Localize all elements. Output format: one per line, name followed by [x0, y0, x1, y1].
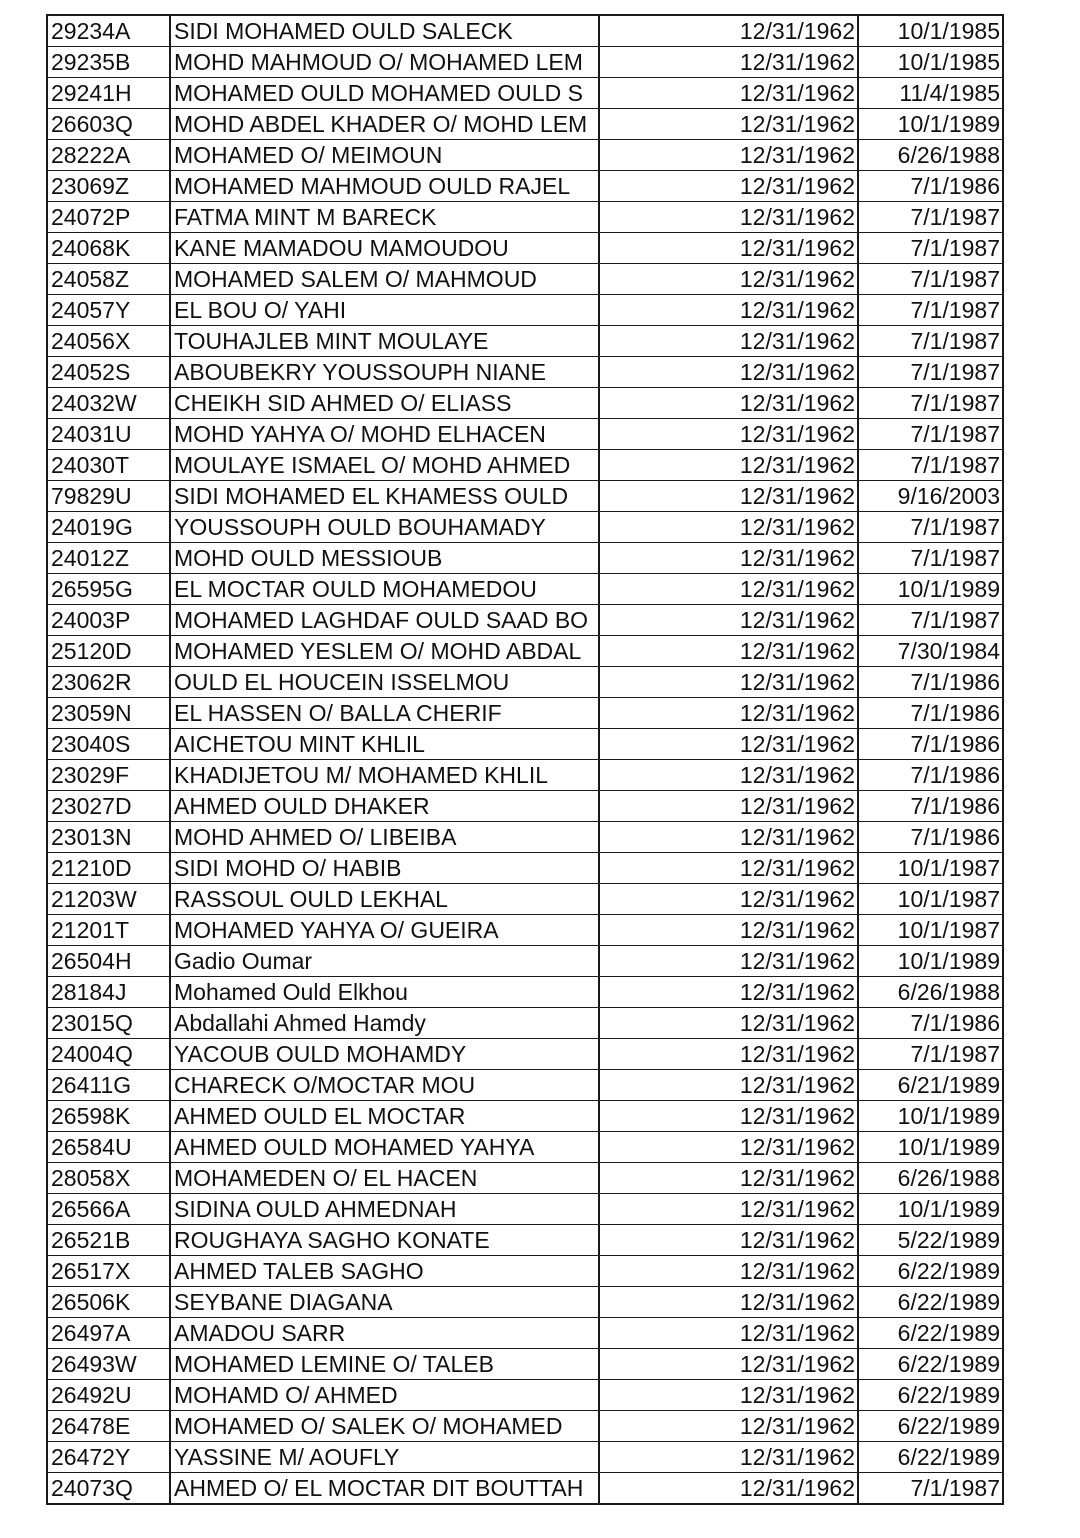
- table-row: [47, 1225, 1003, 1256]
- record-date2-cell: 6/22/1989: [858, 1256, 1003, 1287]
- record-name-cell: OULD EL HOUCEIN ISSELMOU: [170, 667, 599, 698]
- record-name-cell: AHMED OULD DHAKER: [170, 791, 599, 822]
- record-name-cell: MOHAMED YAHYA O/ GUEIRA: [170, 915, 599, 946]
- record-date1-cell: 12/31/1962: [599, 357, 858, 388]
- record-date2-cell: 10/1/1989: [858, 1101, 1003, 1132]
- record-id-cell: 79829U: [47, 481, 170, 512]
- record-date2-cell: 10/1/1985: [858, 15, 1003, 47]
- record-date2-cell: 7/1/1987: [858, 388, 1003, 419]
- record-id-cell: 23029F: [47, 760, 170, 791]
- record-date1-cell: 12/31/1962: [599, 853, 858, 884]
- record-date2-cell: 9/16/2003: [858, 481, 1003, 512]
- record-id-cell: 26492U: [47, 1380, 170, 1411]
- record-date2-cell: 7/1/1987: [858, 202, 1003, 233]
- record-name-cell: KANE MAMADOU MAMOUDOU: [170, 233, 599, 264]
- record-name-cell: EL BOU O/ YAHI: [170, 295, 599, 326]
- record-name-cell: AICHETOU MINT KHLIL: [170, 729, 599, 760]
- record-date1-cell: 12/31/1962: [599, 1256, 858, 1287]
- record-id-cell: 24073Q: [47, 1473, 170, 1505]
- record-id-cell: 29241H: [47, 78, 170, 109]
- record-id-cell: 24030T: [47, 450, 170, 481]
- record-name-cell: Abdallahi Ahmed Hamdy: [170, 1008, 599, 1039]
- record-date2-cell: 7/1/1986: [858, 1008, 1003, 1039]
- record-date2-cell: 10/1/1987: [858, 853, 1003, 884]
- record-date1-cell: 12/31/1962: [599, 605, 858, 636]
- table-row: [47, 1101, 1003, 1132]
- record-date1-cell: 12/31/1962: [599, 574, 858, 605]
- table-row: [47, 1256, 1003, 1287]
- record-date1-cell: 12/31/1962: [599, 791, 858, 822]
- record-date1-cell: 12/31/1962: [599, 946, 858, 977]
- record-id-cell: 24072P: [47, 202, 170, 233]
- record-date1-cell: 12/31/1962: [599, 171, 858, 202]
- record-date2-cell: 10/1/1989: [858, 574, 1003, 605]
- record-id-cell: 23040S: [47, 729, 170, 760]
- record-date1-cell: 12/31/1962: [599, 1473, 858, 1505]
- record-date1-cell: 12/31/1962: [599, 915, 858, 946]
- record-id-cell: 25120D: [47, 636, 170, 667]
- record-id-cell: 26411G: [47, 1070, 170, 1101]
- record-id-cell: 26506K: [47, 1287, 170, 1318]
- record-date2-cell: 7/1/1987: [858, 419, 1003, 450]
- record-date1-cell: 12/31/1962: [599, 1101, 858, 1132]
- table-row: [47, 698, 1003, 729]
- table-row: [47, 481, 1003, 512]
- table-row: [47, 15, 1003, 47]
- records-table-body: [47, 15, 1003, 1504]
- record-date1-cell: 12/31/1962: [599, 47, 858, 78]
- table-row: [47, 1132, 1003, 1163]
- record-date2-cell: 7/1/1986: [858, 667, 1003, 698]
- record-date1-cell: 12/31/1962: [599, 698, 858, 729]
- record-date1-cell: 12/31/1962: [599, 264, 858, 295]
- record-id-cell: 24003P: [47, 605, 170, 636]
- table-row: [47, 1380, 1003, 1411]
- record-name-cell: SEYBANE DIAGANA: [170, 1287, 599, 1318]
- record-name-cell: AHMED TALEB SAGHO: [170, 1256, 599, 1287]
- record-name-cell: ROUGHAYA SAGHO KONATE: [170, 1225, 599, 1256]
- record-date2-cell: 7/1/1987: [858, 264, 1003, 295]
- record-date2-cell: 7/1/1986: [858, 760, 1003, 791]
- record-date2-cell: 10/1/1985: [858, 47, 1003, 78]
- record-date2-cell: 10/1/1987: [858, 915, 1003, 946]
- record-id-cell: 23027D: [47, 791, 170, 822]
- record-date1-cell: 12/31/1962: [599, 1349, 858, 1380]
- record-id-cell: 24004Q: [47, 1039, 170, 1070]
- table-row: [47, 977, 1003, 1008]
- record-id-cell: 26504H: [47, 946, 170, 977]
- table-row: [47, 1163, 1003, 1194]
- record-date1-cell: 12/31/1962: [599, 543, 858, 574]
- record-date2-cell: 7/30/1984: [858, 636, 1003, 667]
- record-name-cell: SIDI MOHAMED OULD SALECK: [170, 15, 599, 47]
- record-date1-cell: 12/31/1962: [599, 1163, 858, 1194]
- record-id-cell: 29235B: [47, 47, 170, 78]
- record-name-cell: MOHAMD O/ AHMED: [170, 1380, 599, 1411]
- record-name-cell: Mohamed Ould Elkhou: [170, 977, 599, 1008]
- record-name-cell: EL HASSEN O/ BALLA CHERIF: [170, 698, 599, 729]
- record-id-cell: 24032W: [47, 388, 170, 419]
- record-date1-cell: 12/31/1962: [599, 1380, 858, 1411]
- record-name-cell: YASSINE M/ AOUFLY: [170, 1442, 599, 1473]
- record-date2-cell: 5/22/1989: [858, 1225, 1003, 1256]
- record-name-cell: AMADOU SARR: [170, 1318, 599, 1349]
- record-name-cell: SIDINA OULD AHMEDNAH: [170, 1194, 599, 1225]
- record-id-cell: 26493W: [47, 1349, 170, 1380]
- record-name-cell: MOHAMED MAHMOUD OULD RAJEL: [170, 171, 599, 202]
- record-date1-cell: 12/31/1962: [599, 512, 858, 543]
- record-date2-cell: 6/26/1988: [858, 977, 1003, 1008]
- table-row: [47, 1442, 1003, 1473]
- record-date1-cell: 12/31/1962: [599, 326, 858, 357]
- record-id-cell: 26584U: [47, 1132, 170, 1163]
- record-date1-cell: 12/31/1962: [599, 1070, 858, 1101]
- record-name-cell: SIDI MOHD O/ HABIB: [170, 853, 599, 884]
- record-name-cell: Gadio Oumar: [170, 946, 599, 977]
- record-name-cell: KHADIJETOU M/ MOHAMED KHLIL: [170, 760, 599, 791]
- record-date2-cell: 6/21/1989: [858, 1070, 1003, 1101]
- record-date1-cell: 12/31/1962: [599, 1039, 858, 1070]
- record-name-cell: RASSOUL OULD LEKHAL: [170, 884, 599, 915]
- table-row: [47, 202, 1003, 233]
- record-date2-cell: 7/1/1987: [858, 1473, 1003, 1505]
- record-date2-cell: 7/1/1987: [858, 1039, 1003, 1070]
- record-date1-cell: 12/31/1962: [599, 1008, 858, 1039]
- record-name-cell: MOHAMED O/ SALEK O/ MOHAMED: [170, 1411, 599, 1442]
- record-date1-cell: 12/31/1962: [599, 419, 858, 450]
- record-name-cell: SIDI MOHAMED EL KHAMESS OULD: [170, 481, 599, 512]
- record-date1-cell: 12/31/1962: [599, 295, 858, 326]
- record-name-cell: AHMED OULD EL MOCTAR: [170, 1101, 599, 1132]
- table-row: [47, 729, 1003, 760]
- table-row: [47, 419, 1003, 450]
- record-date1-cell: 12/31/1962: [599, 1318, 858, 1349]
- record-date2-cell: 6/22/1989: [858, 1349, 1003, 1380]
- table-row: [47, 512, 1003, 543]
- record-id-cell: 28222A: [47, 140, 170, 171]
- record-date1-cell: 12/31/1962: [599, 1442, 858, 1473]
- record-date1-cell: 12/31/1962: [599, 140, 858, 171]
- record-date1-cell: 12/31/1962: [599, 1287, 858, 1318]
- record-name-cell: YOUSSOUPH OULD BOUHAMADY: [170, 512, 599, 543]
- record-name-cell: MOHD MAHMOUD O/ MOHAMED LEM: [170, 47, 599, 78]
- table-row: [47, 946, 1003, 977]
- record-name-cell: AHMED OULD MOHAMED YAHYA: [170, 1132, 599, 1163]
- record-date2-cell: 6/26/1988: [858, 1163, 1003, 1194]
- record-date2-cell: 7/1/1986: [858, 171, 1003, 202]
- record-date1-cell: 12/31/1962: [599, 729, 858, 760]
- record-date2-cell: 6/22/1989: [858, 1318, 1003, 1349]
- record-date1-cell: 12/31/1962: [599, 78, 858, 109]
- record-date2-cell: 10/1/1989: [858, 109, 1003, 140]
- table-row: [47, 78, 1003, 109]
- table-row: [47, 1473, 1003, 1505]
- table-row: [47, 574, 1003, 605]
- record-name-cell: MOHAMED OULD MOHAMED OULD S: [170, 78, 599, 109]
- record-id-cell: 26517X: [47, 1256, 170, 1287]
- table-row: [47, 853, 1003, 884]
- record-date2-cell: 7/1/1987: [858, 233, 1003, 264]
- record-name-cell: FATMA MINT M BARECK: [170, 202, 599, 233]
- record-name-cell: MOHD ABDEL KHADER O/ MOHD LEM: [170, 109, 599, 140]
- record-date2-cell: 7/1/1987: [858, 326, 1003, 357]
- record-date1-cell: 12/31/1962: [599, 109, 858, 140]
- record-date2-cell: 6/22/1989: [858, 1442, 1003, 1473]
- record-date1-cell: 12/31/1962: [599, 636, 858, 667]
- record-id-cell: 26595G: [47, 574, 170, 605]
- record-date2-cell: 10/1/1989: [858, 1132, 1003, 1163]
- record-id-cell: 24052S: [47, 357, 170, 388]
- records-table: [46, 14, 1004, 1505]
- table-row: [47, 1039, 1003, 1070]
- record-date1-cell: 12/31/1962: [599, 884, 858, 915]
- record-id-cell: 21203W: [47, 884, 170, 915]
- table-row: [47, 915, 1003, 946]
- record-date2-cell: 7/1/1987: [858, 605, 1003, 636]
- table-row: [47, 264, 1003, 295]
- record-date2-cell: 7/1/1986: [858, 698, 1003, 729]
- record-date2-cell: 7/1/1987: [858, 357, 1003, 388]
- record-name-cell: MOHAMED SALEM O/ MAHMOUD: [170, 264, 599, 295]
- record-date2-cell: 7/1/1986: [858, 791, 1003, 822]
- record-date1-cell: 12/31/1962: [599, 977, 858, 1008]
- record-date2-cell: 7/1/1986: [858, 822, 1003, 853]
- table-row: [47, 1349, 1003, 1380]
- record-date2-cell: 7/1/1987: [858, 450, 1003, 481]
- record-id-cell: 23069Z: [47, 171, 170, 202]
- record-name-cell: MOHD AHMED O/ LIBEIBA: [170, 822, 599, 853]
- record-date2-cell: 6/22/1989: [858, 1287, 1003, 1318]
- table-row: [47, 822, 1003, 853]
- record-name-cell: CHEIKH SID AHMED O/ ELIASS: [170, 388, 599, 419]
- record-date2-cell: 10/1/1987: [858, 884, 1003, 915]
- record-name-cell: MOHAMED YESLEM O/ MOHD ABDAL: [170, 636, 599, 667]
- table-row: [47, 1194, 1003, 1225]
- record-id-cell: 26478E: [47, 1411, 170, 1442]
- table-row: [47, 1070, 1003, 1101]
- record-name-cell: TOUHAJLEB MINT MOULAYE: [170, 326, 599, 357]
- record-name-cell: MOHAMEDEN O/ EL HACEN: [170, 1163, 599, 1194]
- record-id-cell: 26497A: [47, 1318, 170, 1349]
- table-row: [47, 636, 1003, 667]
- record-date2-cell: 11/4/1985: [858, 78, 1003, 109]
- record-id-cell: 29234A: [47, 15, 170, 47]
- table-row: [47, 605, 1003, 636]
- table-row: [47, 884, 1003, 915]
- record-id-cell: 28058X: [47, 1163, 170, 1194]
- record-name-cell: MOULAYE ISMAEL O/ MOHD AHMED: [170, 450, 599, 481]
- table-row: [47, 1318, 1003, 1349]
- table-row: [47, 326, 1003, 357]
- record-date1-cell: 12/31/1962: [599, 1225, 858, 1256]
- table-row: [47, 171, 1003, 202]
- record-date1-cell: 12/31/1962: [599, 822, 858, 853]
- record-name-cell: MOHAMED O/ MEIMOUN: [170, 140, 599, 171]
- record-id-cell: 26472Y: [47, 1442, 170, 1473]
- record-name-cell: CHARECK O/MOCTAR MOU: [170, 1070, 599, 1101]
- record-id-cell: 24019G: [47, 512, 170, 543]
- record-name-cell: MOHD YAHYA O/ MOHD ELHACEN: [170, 419, 599, 450]
- record-id-cell: 26603Q: [47, 109, 170, 140]
- record-date2-cell: 10/1/1989: [858, 1194, 1003, 1225]
- table-row: [47, 760, 1003, 791]
- table-row: [47, 450, 1003, 481]
- table-row: [47, 47, 1003, 78]
- record-id-cell: 21201T: [47, 915, 170, 946]
- table-row: [47, 357, 1003, 388]
- record-id-cell: 28184J: [47, 977, 170, 1008]
- record-id-cell: 23059N: [47, 698, 170, 729]
- record-id-cell: 23015Q: [47, 1008, 170, 1039]
- record-date1-cell: 12/31/1962: [599, 388, 858, 419]
- record-name-cell: ABOUBEKRY YOUSSOUPH NIANE: [170, 357, 599, 388]
- record-date1-cell: 12/31/1962: [599, 760, 858, 791]
- record-id-cell: 21210D: [47, 853, 170, 884]
- record-date1-cell: 12/31/1962: [599, 1411, 858, 1442]
- record-date2-cell: 6/22/1989: [858, 1411, 1003, 1442]
- record-date2-cell: 7/1/1987: [858, 295, 1003, 326]
- table-row: [47, 388, 1003, 419]
- record-date1-cell: 12/31/1962: [599, 202, 858, 233]
- record-date2-cell: 7/1/1987: [858, 512, 1003, 543]
- table-row: [47, 791, 1003, 822]
- table-row: [47, 543, 1003, 574]
- record-id-cell: 24057Y: [47, 295, 170, 326]
- table-row: [47, 233, 1003, 264]
- record-id-cell: 26598K: [47, 1101, 170, 1132]
- record-id-cell: 24056X: [47, 326, 170, 357]
- record-name-cell: MOHAMED LAGHDAF OULD SAAD BO: [170, 605, 599, 636]
- table-row: [47, 1287, 1003, 1318]
- record-name-cell: YACOUB OULD MOHAMDY: [170, 1039, 599, 1070]
- record-id-cell: 24031U: [47, 419, 170, 450]
- record-name-cell: EL MOCTAR OULD MOHAMEDOU: [170, 574, 599, 605]
- record-date1-cell: 12/31/1962: [599, 1132, 858, 1163]
- record-id-cell: 24068K: [47, 233, 170, 264]
- record-id-cell: 23013N: [47, 822, 170, 853]
- record-name-cell: MOHAMED LEMINE O/ TALEB: [170, 1349, 599, 1380]
- record-date2-cell: 10/1/1989: [858, 946, 1003, 977]
- record-date2-cell: 6/26/1988: [858, 140, 1003, 171]
- record-date1-cell: 12/31/1962: [599, 1194, 858, 1225]
- table-row: [47, 667, 1003, 698]
- table-row: [47, 1008, 1003, 1039]
- record-date1-cell: 12/31/1962: [599, 15, 858, 47]
- record-id-cell: 24058Z: [47, 264, 170, 295]
- record-date2-cell: 7/1/1987: [858, 543, 1003, 574]
- record-date2-cell: 7/1/1986: [858, 729, 1003, 760]
- table-row: [47, 1411, 1003, 1442]
- record-date1-cell: 12/31/1962: [599, 450, 858, 481]
- table-row: [47, 295, 1003, 326]
- record-name-cell: AHMED O/ EL MOCTAR DIT BOUTTAH: [170, 1473, 599, 1505]
- record-id-cell: 24012Z: [47, 543, 170, 574]
- record-date1-cell: 12/31/1962: [599, 233, 858, 264]
- record-id-cell: 26521B: [47, 1225, 170, 1256]
- record-date1-cell: 12/31/1962: [599, 481, 858, 512]
- table-row: [47, 140, 1003, 171]
- record-date1-cell: 12/31/1962: [599, 667, 858, 698]
- record-id-cell: 26566A: [47, 1194, 170, 1225]
- record-date2-cell: 6/22/1989: [858, 1380, 1003, 1411]
- record-name-cell: MOHD OULD MESSIOUB: [170, 543, 599, 574]
- table-row: [47, 109, 1003, 140]
- record-id-cell: 23062R: [47, 667, 170, 698]
